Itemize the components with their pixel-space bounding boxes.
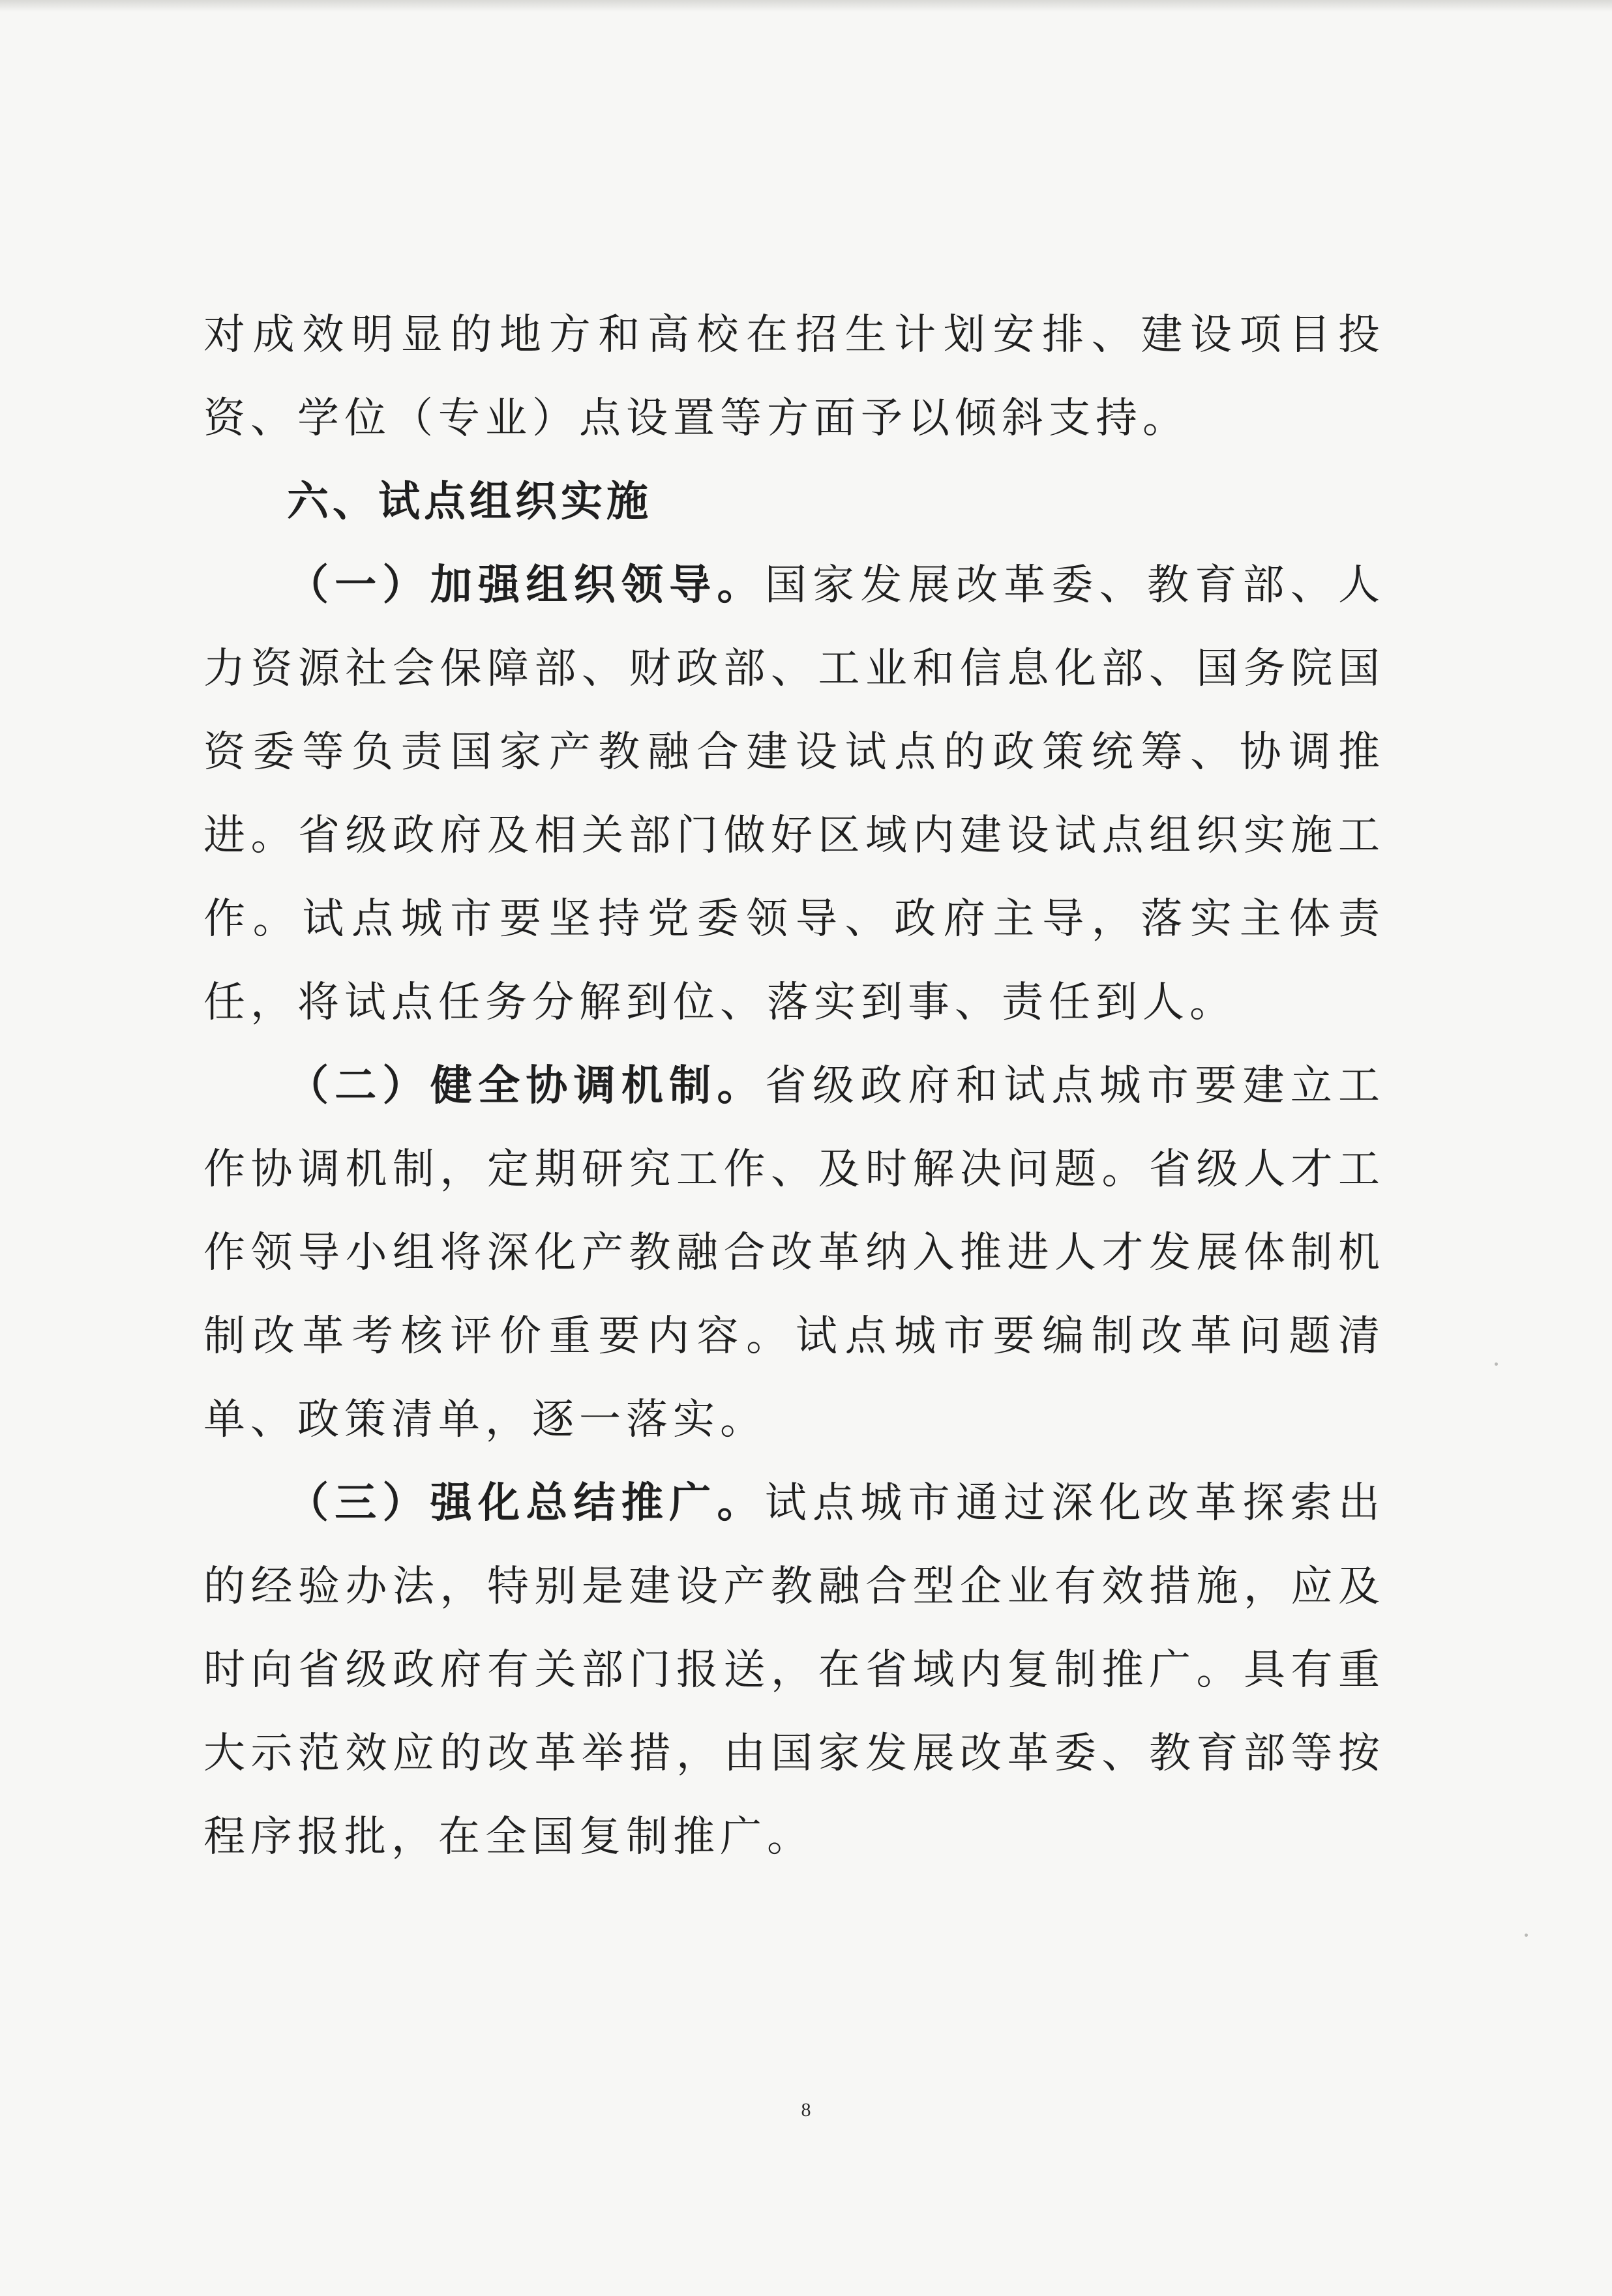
scan-speck <box>1495 1362 1498 1366</box>
item-title-3: （三）强化总结推广。 <box>287 1479 765 1527</box>
section-heading: 六、试点组织实施 <box>287 478 652 526</box>
item-paragraph-3 <box>203 1462 1385 1879</box>
continuation-paragraph: 对成效明显的地方和高校在招生计划安排、建设项目投资、学位（专业）点设置等方面予以倾斜支持。 <box>203 311 1385 443</box>
item-body-1: 国家发展改革委、教育部、人力资源社会保障部、财政部、工业和信息化部、国务院国资委等负责国家产教融合建设试点的政策统筹、协调推进。省级政府及相关部门做好区域内建设试点组织实施工作。试点城市要坚持党委领导、政府主导，落实主体责任，将试点任务分解到位、落实到事、责任到人。 <box>203 561 1386 1027</box>
item-title-2: （二）健全协调机制。 <box>287 1061 765 1110</box>
document-body <box>203 293 1385 1879</box>
scan-top-edge <box>0 0 1612 12</box>
item-paragraph-1 <box>203 544 1385 1044</box>
item-body-2: 省级政府和试点城市要建立工作协调机制，定期研究工作、及时解决问题。省级人才工作领导小组将深化产教融合改革纳入推进人才发展体制机制改革考核评价重要内容。试点城市要编制改革问题清单、政策清单，逐一落实。 <box>203 1062 1386 1444</box>
item-title-1: （一）加强组织领导。 <box>287 561 765 610</box>
item-body-3: 试点城市通过深化改革探索出的经验办法，特别是建设产教融合型企业有效措施，应及时向省级政府有关部门报送，在省域内复制推广。具有重大示范效应的改革举措，由国家发展改革委、教育部等按程序报批，在全国复制推广。 <box>203 1479 1386 1861</box>
item-paragraph-2 <box>203 1044 1385 1462</box>
scan-speck <box>1525 1934 1528 1937</box>
page-number: 8 <box>801 2099 811 2121</box>
